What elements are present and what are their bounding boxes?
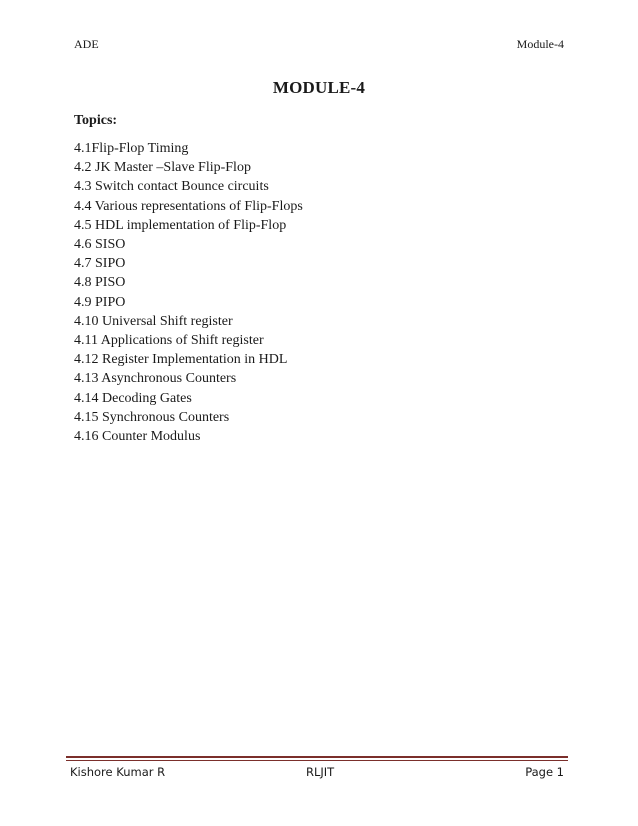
- topic-item: 4.13 Asynchronous Counters: [74, 371, 237, 387]
- topic-item: 4.2 JK Master –Slave Flip-Flop: [74, 160, 251, 176]
- topic-item: 4.16 Counter Modulus: [74, 429, 201, 445]
- topic-item: 4.7 SIPO: [74, 256, 126, 272]
- header-module-label: Module-4: [516, 37, 564, 51]
- topic-item: 4.9 PIPO: [74, 294, 126, 310]
- footer-divider-thick: [66, 756, 568, 758]
- header-course-code: ADE: [74, 37, 99, 51]
- page-footer: [70, 765, 564, 783]
- topic-item: 4.12 Register Implementation in HDL: [74, 352, 288, 368]
- topic-item: 4.8 PISO: [74, 275, 126, 291]
- topic-item: 4.6 SISO: [74, 237, 126, 253]
- topics-heading: Topics:: [74, 113, 118, 128]
- footer-institution: RLJIT: [306, 765, 335, 779]
- page-header: [74, 37, 564, 55]
- topic-item: 4.10 Universal Shift register: [74, 313, 233, 329]
- footer-author: Kishore Kumar R: [70, 765, 166, 779]
- footer-page-number: Page 1: [525, 765, 564, 779]
- topic-item: 4.14 Decoding Gates: [74, 390, 192, 406]
- topic-item: 4.11 Applications of Shift register: [74, 333, 264, 349]
- topic-item: 4.5 HDL implementation of Flip-Flop: [74, 217, 287, 233]
- topic-item: 4.4 Various representations of Flip-Flops: [74, 198, 303, 214]
- topic-item: 4.15 Synchronous Counters: [74, 409, 230, 425]
- topics-list: [74, 139, 303, 446]
- topic-item: 4.1Flip-Flop Timing: [74, 141, 189, 156]
- page-title: MODULE-4: [272, 78, 366, 97]
- footer-divider-thin: [66, 760, 568, 761]
- topic-item: 4.3 Switch contact Bounce circuits: [74, 179, 269, 195]
